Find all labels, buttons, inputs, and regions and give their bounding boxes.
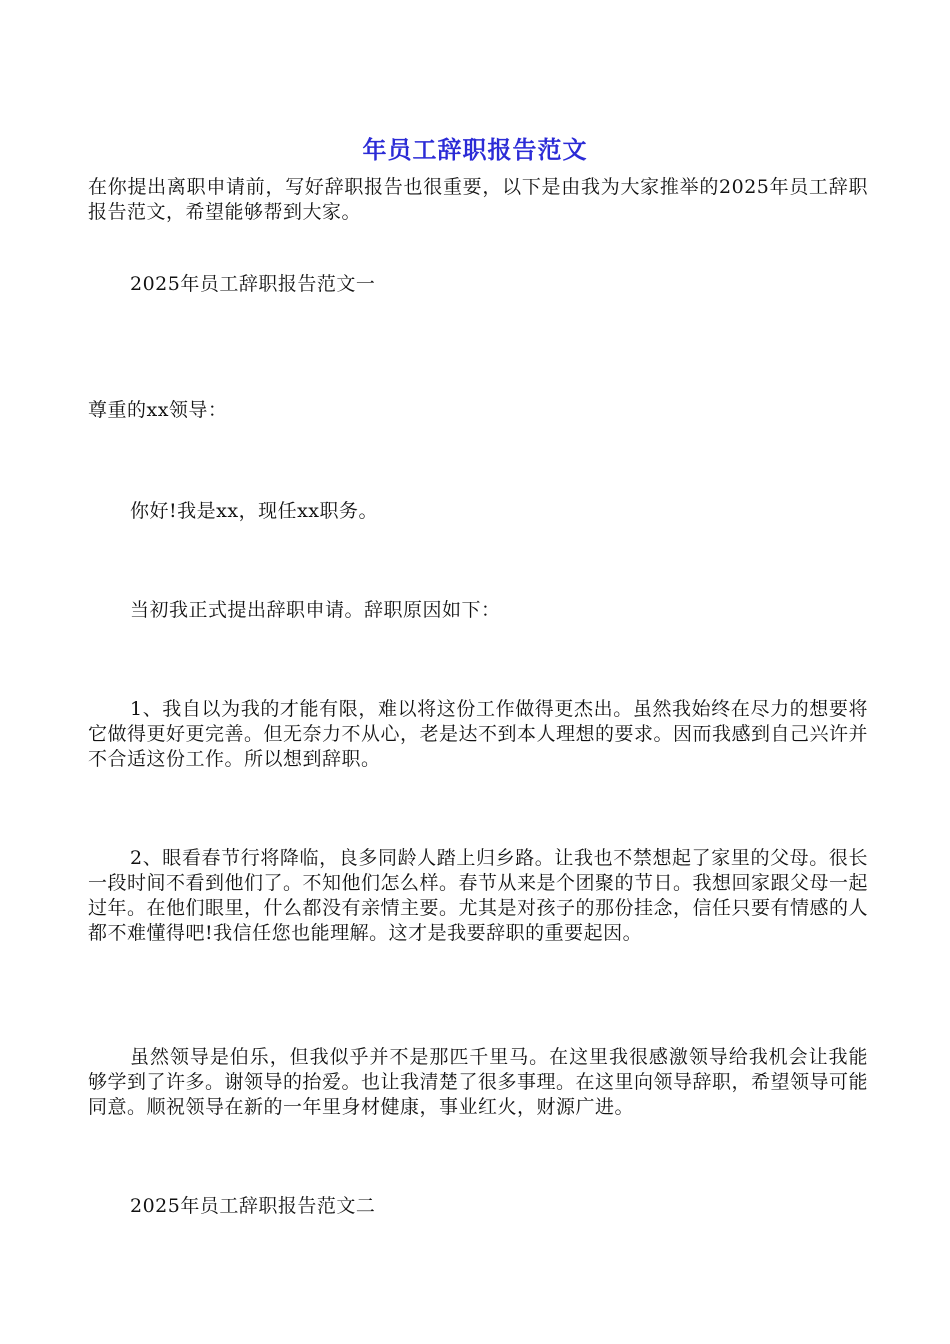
intro-paragraph: 在你提出离职申请前，写好辞职报告也很重要，以下是由我为大家推举的2025年员工辞职报告范文，希望能够帮到大家。 <box>88 176 868 223</box>
section-heading-two: 2025年员工辞职报告范文二 <box>130 1195 376 1217</box>
document-title: 年员工辞职报告范文 <box>362 136 588 164</box>
greeting-paragraph: 你好!我是xx，现任xx职务。 <box>130 500 378 522</box>
statement-paragraph: 当初我正式提出辞职申请。辞职原因如下： <box>130 599 501 621</box>
reason-one-paragraph: 1、我自以为我的才能有限，难以将这份工作做得更杰出。虽然我始终在尽力的想要将它做得更好更完善。但无奈力不从心，老是达不到本人理想的要求。因而我感到自己兴许并不合适这份工作。所以想到辞职。 <box>88 698 869 770</box>
reason-two-paragraph: 2、眼看春节行将降临，良多同龄人踏上归乡路。让我也不禁想起了家里的父母。很长一段时间不看到他们了。不知他们怎么样。春节从来是个团聚的节日。我想回家跟父母一起过年。在他们眼里，什么都没有亲情主要。尤其是对孩子的那份挂念，信任只要有情感的人都不难懂得吧!我信任您也能理解。这才是我要辞职的重要起因。 <box>88 847 869 944</box>
closing-paragraph: 虽然领导是伯乐，但我似乎并不是那匹千里马。在这里我很感激领导给我机会让我能够学到了许多。谢领导的抬爱。也让我清楚了很多事理。在这里向领导辞职，希望领导可能同意。顺祝领导在新的一年里身材健康，事业红火，财源广进。 <box>88 1046 869 1118</box>
salutation: 尊重的xx领导： <box>88 399 228 421</box>
section-heading-one: 2025年员工辞职报告范文一 <box>130 273 376 295</box>
